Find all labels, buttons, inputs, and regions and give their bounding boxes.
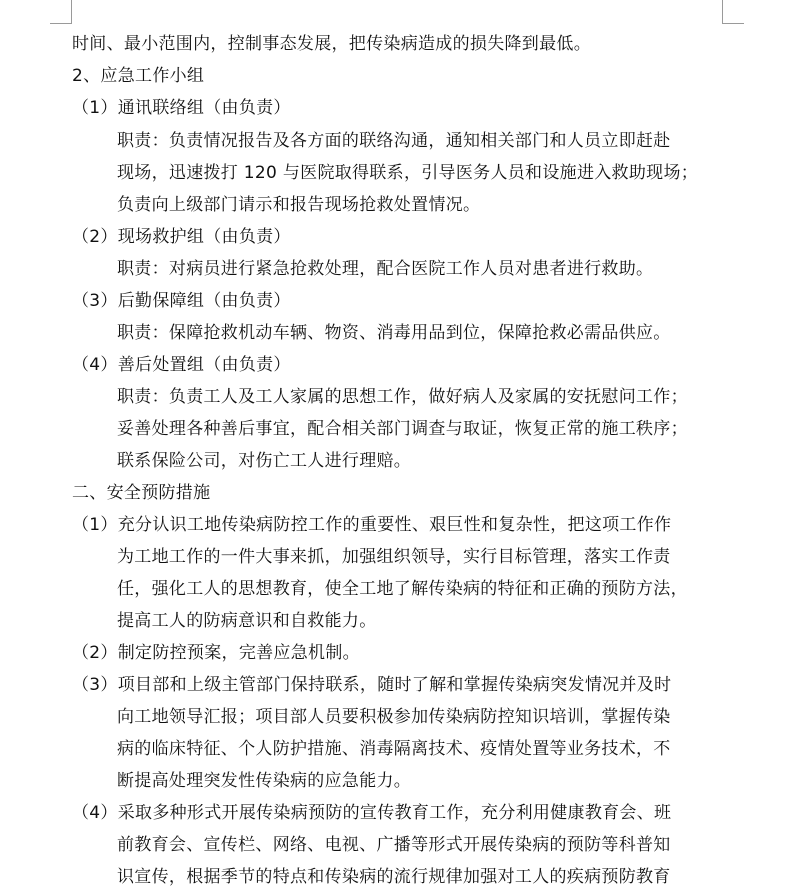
list-item-text: （1）充分认识工地传染病防控工作的重要性、艰巨性和复杂性，把这项工作作 (72, 515, 672, 535)
section-heading: 2、应急工作小组 (72, 66, 205, 86)
subsection-heading: （2）现场救护组（由负责） (72, 227, 291, 247)
text-line: 向工地领导汇报；项目部人员要积极参加传染病防控知识培训，掌握传染 (117, 707, 671, 727)
section-heading: 二、安全预防措施 (72, 483, 211, 503)
text-line: 职责：保障抢救机动车辆、物资、消毒用品到位，保障抢救必需品供应。 (117, 323, 671, 343)
text-line: 病的临床特征、个人防护措施、消毒隔离技术、疫情处置等业务技术，不 (117, 739, 671, 759)
text-line: 任，强化工人的思想教育，使全工地了解传染病的特征和正确的预防方法， (117, 579, 688, 599)
list-item-text: （2）制定防控预案，完善应急机制。 (72, 643, 360, 663)
text-line: 断提高处理突发性传染病的应急能力。 (117, 771, 412, 791)
text-line: 识宣传，根据季节的特点和传染病的流行规律加强对工人的疾病预防教育 (117, 867, 671, 887)
list-item-text: （3）项目部和上级主管部门保持联系，随时了解和掌握传染病突发情况并及时 (72, 675, 672, 695)
subsection-heading: （1）通讯联络组（由负责） (72, 98, 291, 118)
text-line: 提高工人的防病意识和自救能力。 (117, 611, 377, 631)
text-line: 联系保险公司，对伤亡工人进行理赔。 (117, 451, 412, 471)
page-corner-mark-top-left (50, 0, 72, 24)
text-line: 职责：负责工人及工人家属的思想工作，做好病人及家属的安抚慰问工作； (117, 387, 688, 407)
list-item-text: （4）采取多种形式开展传染病预防的宣传教育工作，充分利用健康教育会、班 (72, 803, 672, 823)
text-line: 时间、最小范围内，控制事态发展，把传染病造成的损失降到最低。 (72, 34, 591, 54)
text-line: 为工地工作的一件大事来抓，加强组织领导，实行目标管理，落实工作责 (117, 547, 671, 567)
text-line: 前教育会、宣传栏、网络、电视、广播等形式开展传染病的预防等科普知 (117, 835, 671, 855)
text-line: 妥善处理各种善后事宜，配合相关部门调查与取证，恢复正常的施工秩序； (117, 419, 688, 439)
subsection-heading: （4）善后处置组（由负责） (72, 355, 291, 375)
subsection-heading: （3）后勤保障组（由负责） (72, 291, 291, 311)
text-line: 职责：负责情况报告及各方面的联络沟通，通知相关部门和人员立即赶赴 (117, 131, 671, 151)
text-line: 负责向上级部门请示和报告现场抢救处置情况。 (117, 195, 481, 215)
text-line: 现场，迅速拨打 120 与医院取得联系，引导医务人员和设施进入救助现场； (117, 163, 699, 183)
page-corner-mark-top-right (722, 0, 744, 24)
text-line: 职责：对病员进行紧急抢救处理，配合医院工作人员对患者进行救助。 (117, 259, 654, 279)
